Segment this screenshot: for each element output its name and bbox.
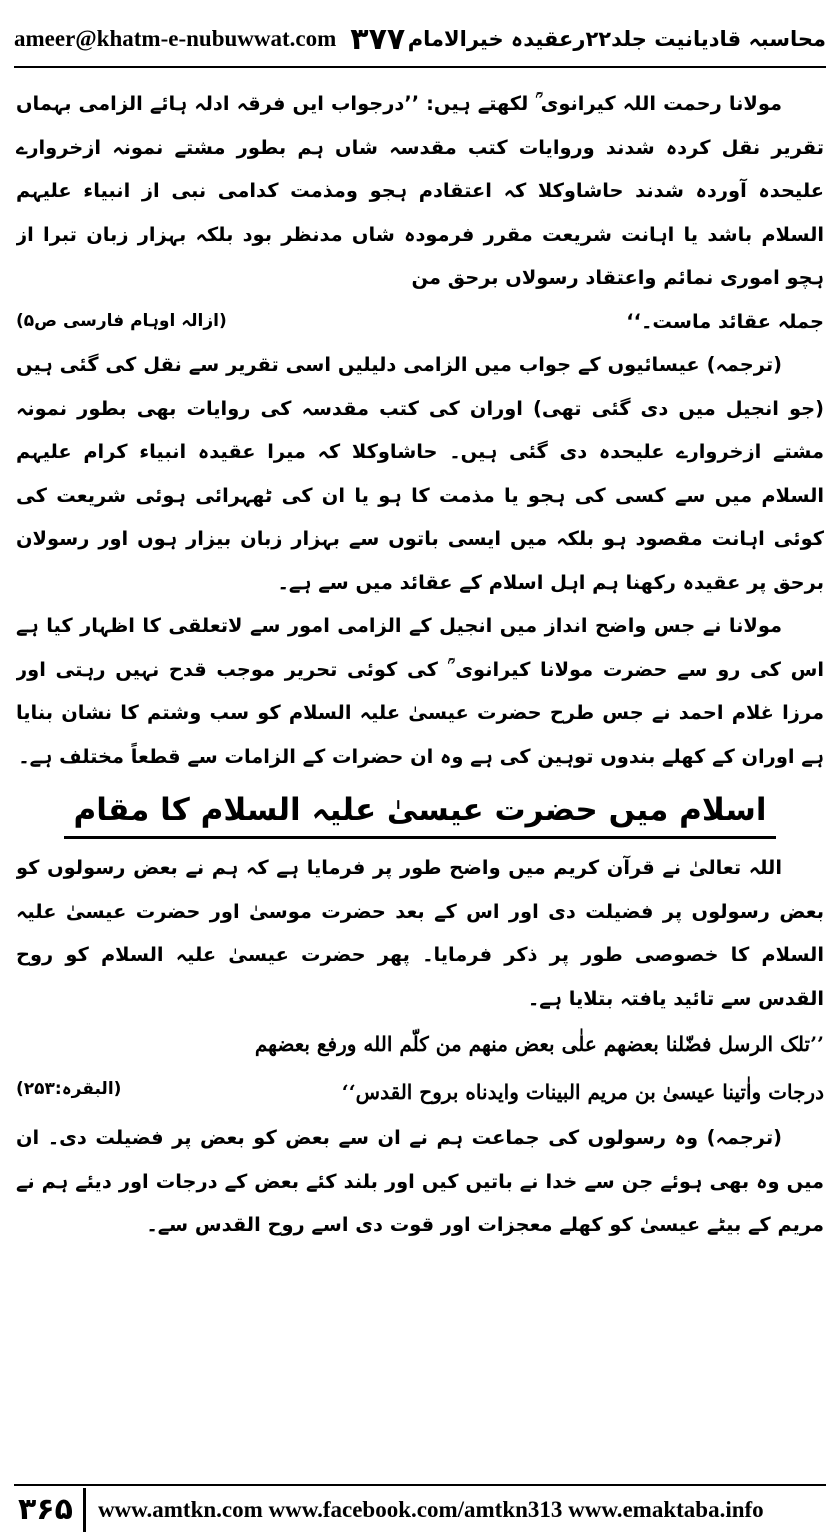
arabic-verse-line-1: ’’تلک الرسل فضّلنا بعضهم علٰی بعض منهم من کلّم الله ورفع بعضهم — [254, 1032, 824, 1056]
paragraph-translation: (ترجمہ) عیسائیوں کے جواب میں الزامی دلیلیں اسی تقریر سے نقل کی گئی ہیں (جو انجیل میں دی گئی تھی) اوران کی کتب مقدسہ کی روایات بھی بطور نمونہ مشتے ازخروارے علیحدہ دی گئی ہیں۔ حاشاوکلا کہ میرا عقیدہ انبیاء کرام علیہم السلام میں سے کسی کی ہجو یا مذمت کا ہو یا ان کی ٹھہرائی ہوئی شریعت کی کوئی اہانت مقصود ہو بلکہ میں ایسی باتوں سے بہزار زبان بیزار ہوں اور رسولان برحق پر عقیدہ رکھنا ہم اہل اسلام کے عقائد میں سے ہے۔ — [16, 353, 824, 594]
arabic-verse-line-2-row — [16, 1068, 824, 1116]
page-footer — [14, 1484, 826, 1534]
header-email[interactable]: ameer@khatm-e-nubuwwat.com — [14, 26, 337, 51]
quote-end-text: جملہ عقائد ماست۔‘‘ — [626, 309, 824, 333]
paragraph-commentary: مولانا نے جس واضح انداز میں انجیل کے الزامی امور سے لاتعلقی کا اظہار کیا ہے اس کی رو سے حضرت مولانا کیرانوی ؒ کی کوئی تحریر موجب قدح نہیں رہتی اور مرزا غلام احمد نے جس طرح حضرت عیسیٰ علیہ السلام کو سب وشتم کا نشان بنایا ہے اوران کے کھلے بندوں توہین کی ہے وہ ان حضرات کے الزامات سے قطعاً مختلف ہے۔ — [16, 614, 824, 768]
quote-reference: (ازالہ اوہام فارسی ص۵) — [16, 310, 227, 331]
paragraph-verse-translation: (ترجمہ) وہ رسولوں کی جماعت ہم نے ان سے بعض کو بعض پر فضیلت دی۔ ان میں وہ بھی ہوئے جن سے خدا نے باتیں کیں اور بلند کئے بعض کے درجات اور دیئے ہم نے مریم کے بیٹے عیسیٰ کو کھلے معجزات اور قوت دی اسے روح القدس سے۔ — [16, 1126, 824, 1236]
header-page-number: ۳۷۷ — [350, 21, 406, 57]
footer-links[interactable]: www.amtkn.com www.facebook.com/amtkn313 www.emaktaba.info — [97, 1497, 764, 1522]
footer-page-number: ۳۶۵ — [14, 1488, 86, 1532]
paragraph-quran-intro: اللہ تعالیٰ نے قرآن کریم میں واضح طور پر فرمایا ہے کہ ہم نے بعض رسولوں کو بعض رسولوں پر فضیلت دی اور اس کے بعد حضرت موسیٰ اور حضرت عیسیٰ علیہ السلام کا خصوصی طور پر ذکر فرمایا۔ پھر حضرت عیسیٰ علیہ السلام کو روح القدس سے تائید یافتہ بتلایا ہے۔ — [16, 856, 824, 1010]
section-heading-wrap — [16, 784, 824, 844]
header-email-block — [14, 22, 405, 57]
verse-reference: (البقرہ:۲۵۳) — [16, 1079, 122, 1099]
quote-end-line — [16, 300, 824, 344]
page-header — [14, 16, 826, 62]
arabic-verse-line-2: درجات واٰتینا عیسیٰ بن مریم البینات وایدناه بروح القدس‘‘ — [341, 1080, 824, 1104]
paragraph-quote-persian: مولانا رحمت اللہ کیرانوی ؒ لکھتے ہیں: ’’درجواب ایں فرقہ ادلہ ہائے الزامی بہماں تقریر نقل کردہ شدند وروایات کتب مقدسہ شاں ہم بطور مشتے نمونہ ازخروارے علیحدہ آوردہ شدند حاشاوکلا کہ اعتقادم ہجو ومذمت کدامی نبی از انبیاء علیہم السلام باشد یا اہانت شریعت مقرر فرمودہ شاں مدنظر بود بلکہ بہزار زبان تبرا از ہچو اموری نمائم واعتقاد رسولاں برحق من — [16, 92, 824, 289]
page-body — [16, 82, 824, 1462]
header-divider — [14, 66, 826, 68]
header-book-title: محاسبہ قادیانیت جلد۲۲رعقیدہ خیرالامام — [407, 27, 826, 51]
section-heading: اسلام میں حضرت عیسیٰ علیہ السلام کا مقام — [64, 784, 777, 839]
